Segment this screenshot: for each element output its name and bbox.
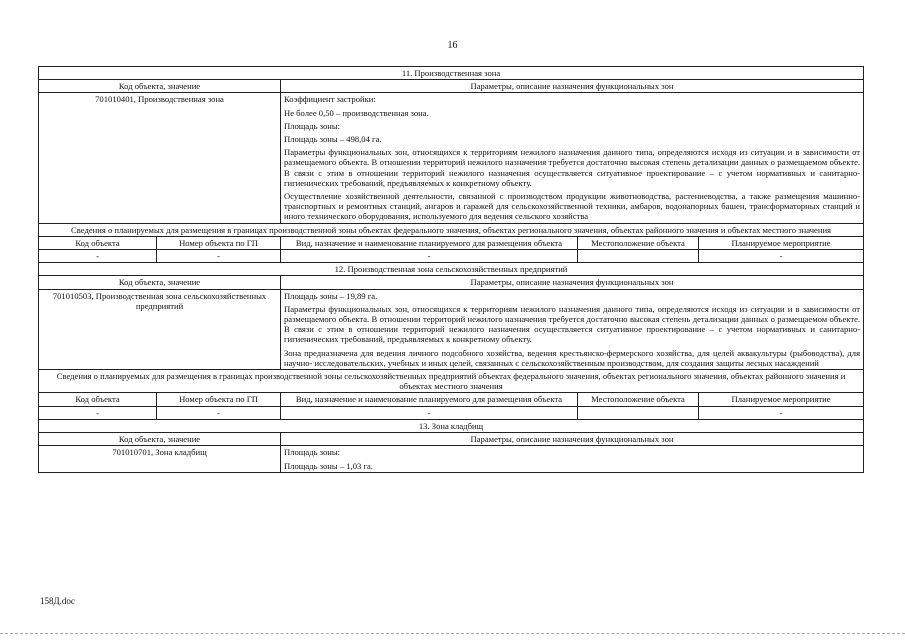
zone-params: [281, 289, 864, 369]
col-header-params: Параметры, описание назначения функциональных зон: [281, 80, 864, 93]
param-line: Площадь зоны – 19,89 га.: [284, 290, 378, 301]
param-line: Не более 0,50 – производственная зона.: [284, 107, 429, 118]
section-12-body-row: [39, 289, 864, 369]
section-13-header-row: [39, 433, 864, 446]
section-13-title-row: [39, 419, 864, 432]
param-paragraph: Осуществление хозяйственной деятельности, связанной с производством продукции животноводства, растениеводства, а также размещения машинно-транспортных и ремонтных станций, ангаров и гаражей для сельскохозяйственной техники, амбаров, водонапорных башен, трансформаторных станций и иного технического оборудования, используемого для ведения сельского хозяйства: [284, 191, 861, 222]
col-header-code: Код объекта, значение: [39, 80, 281, 93]
col-header-params: Параметры, описание назначения функциональных зон: [281, 433, 864, 446]
plan-header-measure: Планируемое мероприятие: [699, 393, 864, 406]
param-line: Площадь зоны:: [284, 447, 341, 458]
footer-filename: 158Д.doc: [40, 596, 75, 606]
page-number: 16: [447, 40, 458, 51]
section-13-body-row: [39, 446, 864, 472]
plan-cell: -: [157, 250, 281, 263]
param-line: Площадь зоны – 498,04 га.: [284, 134, 382, 145]
plan-cell: -: [281, 250, 578, 263]
planned-info: Сведения о планируемых для размещения в границах производственной зоны объектах федерального значения, объектах регионального значения, объектах районного значения и объектах местного значения: [39, 223, 864, 236]
section-title: 11. Производственная зона: [39, 67, 864, 80]
plan-header-gp-number: Номер объекта по ГП: [157, 236, 281, 249]
zone-params: [281, 446, 864, 472]
section-11-planned-info-row: [39, 223, 864, 236]
plan-header-location: Местоположение объекта: [578, 393, 699, 406]
section-11-body-row: [39, 93, 864, 223]
plan-cell: [578, 406, 699, 419]
plan-cell: -: [699, 406, 864, 419]
zones-table: [38, 66, 864, 473]
zone-code: 701010401, Производственная зона: [39, 93, 281, 223]
zone-code: 701010503, Производственная зона сельскохозяйственных предприятий: [39, 289, 281, 369]
plan-header-code: Код объекта: [39, 236, 157, 249]
plan-header-gp-number: Номер объекта по ГП: [157, 393, 281, 406]
scan-edge-divider: [0, 633, 905, 634]
section-11-plan-header-row: [39, 236, 864, 249]
param-paragraph: Параметры функциональных зон, относящихся к территориям нежилого назначения данного типа, определяются исходя из ситуации и в зависимости от размещаемого объекта. В отношении территорий нежилого назначения требуется достаточно высокая степень детализации данных о размещаемом объекте. В связи с этим в отношении территорий нежилого назначения осуществляется ситуативное проектирование – с учетом нормативных и санитарно-гигиенических требований, предъявляемых к конкретному объекту.: [284, 147, 861, 188]
param-line: Коэффициент застройки:: [284, 94, 376, 105]
col-header-code: Код объекта, значение: [39, 276, 281, 289]
planned-info: Сведения о планируемых для размещения в границах производственной зоны сельскохозяйственных предприятий объектах федерального значения, объектах регионального значения, объектах районного значения и объектах местного значения: [39, 370, 864, 393]
param-paragraph: Параметры функциональных зон, относящихся к территориям нежилого назначения данного типа, определяются исходя из ситуации и в зависимости от размещаемого объекта. В отношении территорий нежилого назначения требуется достаточно высокая степень детализации данных о размещаемом объекте. В связи с этим в отношении территорий нежилого назначения осуществляется ситуативное проектирование – с учетом нормативных и санитарно-гигиенических требований, предъявляемых к конкретному объекту.: [284, 303, 861, 345]
plan-cell: -: [39, 406, 157, 419]
section-11-header-row: [39, 80, 864, 93]
plan-header-object-type: Вид, назначение и наименование планируемого для размещения объекта: [281, 236, 578, 249]
plan-cell: -: [281, 406, 578, 419]
plan-header-object-type: Вид, назначение и наименование планируемого для размещения объекта: [281, 393, 578, 406]
plan-header-measure: Планируемое мероприятие: [699, 236, 864, 249]
plan-header-code: Код объекта: [39, 393, 157, 406]
section-12-planned-info-row: [39, 370, 864, 393]
zone-params: [281, 93, 864, 223]
section-title: 12. Производственная зона сельскохозяйственных предприятий: [39, 263, 864, 276]
section-11-title-row: [39, 67, 864, 80]
section-title: 13. Зона кладбищ: [39, 419, 864, 432]
param-paragraph: Зона предназначена для ведения личного подсобного хозяйства, ведения крестьянско-фермерского хозяйства, для целей аквакультуры (рыбоводства), для научно- исследовательских, учебных и иных целей, связанных с сельскохозяйственным производством, для создания защиты лесных насаждений: [284, 347, 861, 368]
param-line: Площадь зоны – 1,03 га.: [284, 460, 373, 471]
zone-code: 701010701, Зона кладбищ: [39, 446, 281, 472]
param-line: Площадь зоны:: [284, 120, 341, 131]
section-12-plan-header-row: [39, 393, 864, 406]
col-header-code: Код объекта, значение: [39, 433, 281, 446]
plan-cell: -: [39, 250, 157, 263]
section-11-plan-row: [39, 250, 864, 263]
section-12-plan-row: [39, 406, 864, 419]
plan-cell: -: [699, 250, 864, 263]
plan-cell: [578, 250, 699, 263]
section-12-header-row: [39, 276, 864, 289]
section-12-title-row: [39, 263, 864, 276]
plan-cell: -: [157, 406, 281, 419]
plan-header-location: Местоположение объекта: [578, 236, 699, 249]
col-header-params: Параметры, описание назначения функциональных зон: [281, 276, 864, 289]
